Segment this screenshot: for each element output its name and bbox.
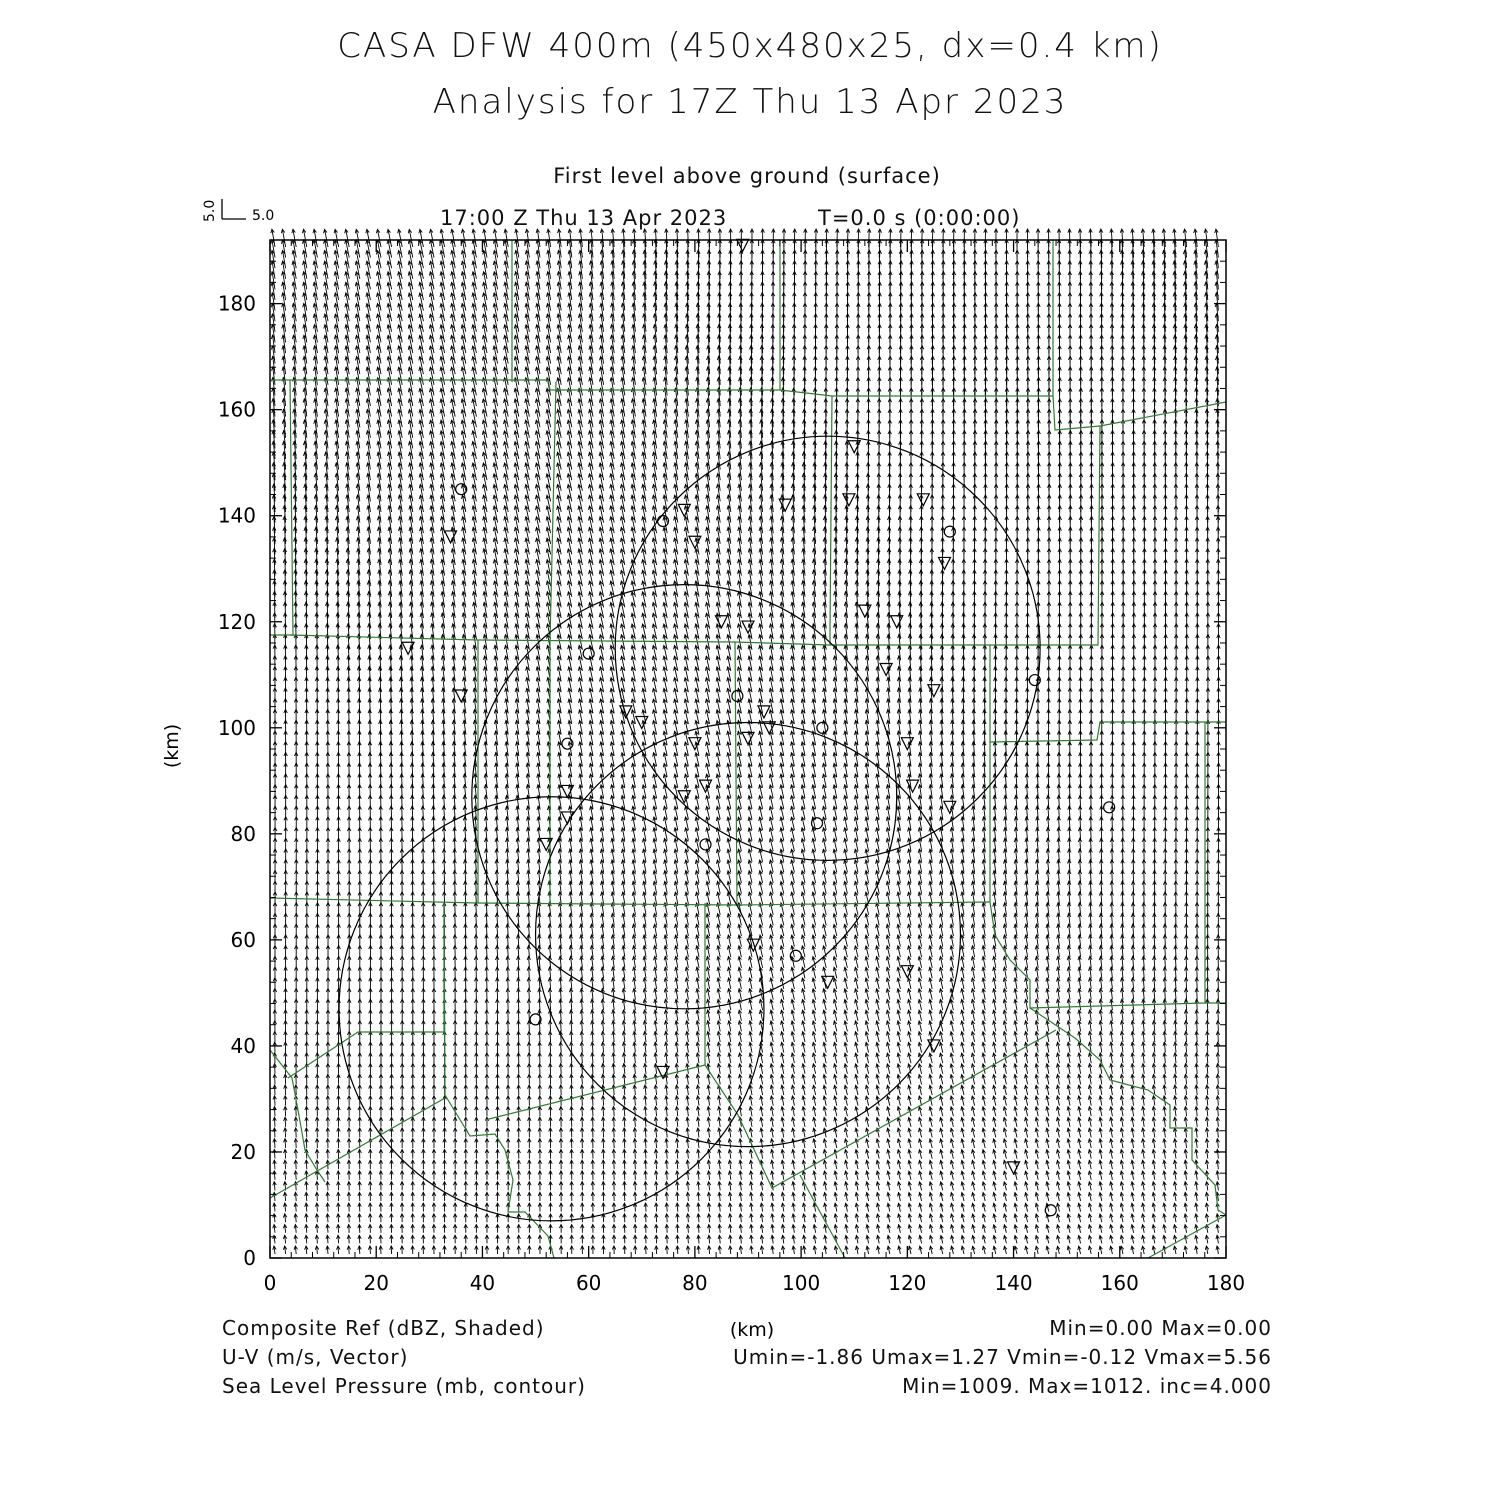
wind-vector-field xyxy=(271,229,1220,1254)
chart-title-line2: Analysis for 17Z Thu 13 Apr 2023 xyxy=(432,82,1068,122)
time-label: 17:00 Z Thu 13 Apr 2023 xyxy=(440,206,728,230)
chart-title-line1: CASA DFW 400m (450x480x25, dx=0.4 km) xyxy=(337,26,1163,66)
level-label: First level above ground (surface) xyxy=(553,164,941,188)
time-step-label: T=0.0 s (0:00:00) xyxy=(818,206,1021,230)
